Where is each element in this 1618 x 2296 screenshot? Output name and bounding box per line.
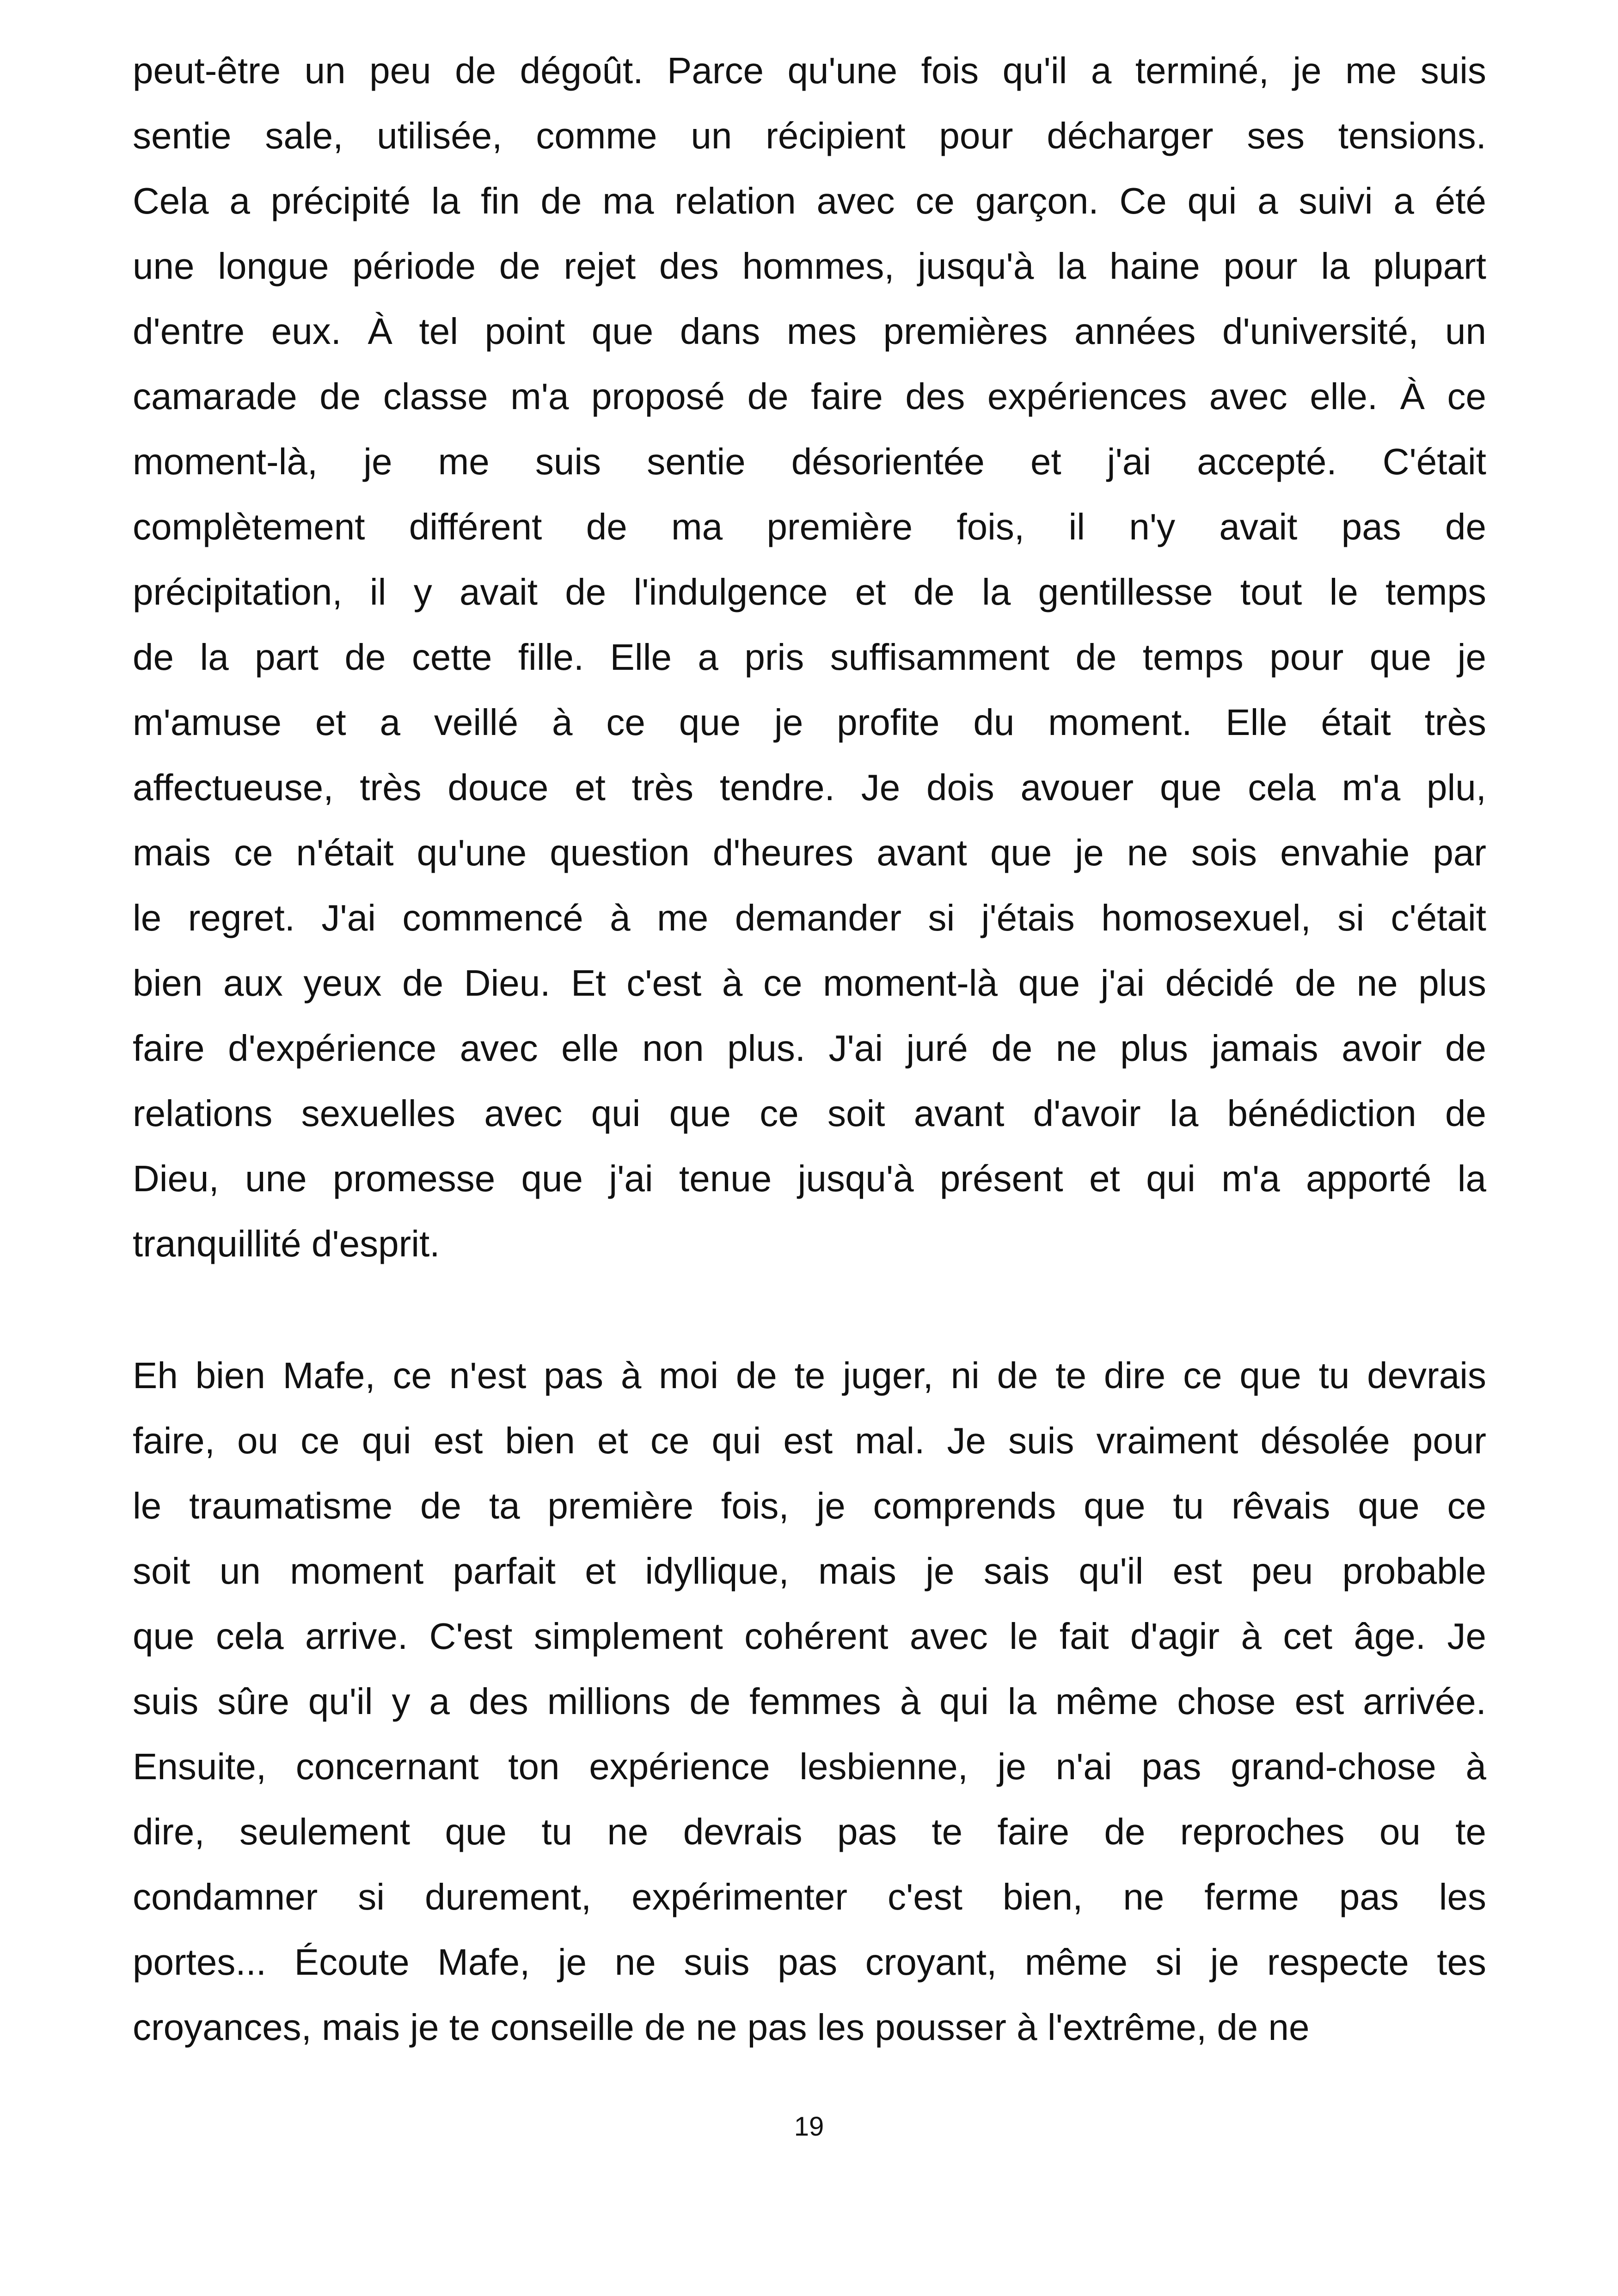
paragraph-2 (133, 1343, 1486, 2060)
text-line: suis sûre qu'il y a des millions de femmes à qui la même chose est arrivée. (133, 1681, 1486, 1722)
text-line: faire, ou ce qui est bien et ce qui est mal. Je suis vraiment désolée pour (133, 1420, 1486, 1461)
text-line: mais ce n'était qu'une question d'heures avant que je ne sois envahie par (133, 832, 1486, 873)
text-line: tranquillité d'esprit. (133, 1223, 440, 1264)
text-line: de la part de cette fille. Elle a pris suffisamment de temps pour que je (133, 637, 1486, 678)
text-line: faire d'expérience avec elle non plus. J'ai juré de ne plus jamais avoir de (133, 1028, 1486, 1069)
paragraph-1 (133, 38, 1486, 1276)
text-line: d'entre eux. À tel point que dans mes premières années d'université, un (133, 311, 1486, 352)
text-line: que cela arrive. C'est simplement cohérent avec le fait d'agir à cet âge. Je (133, 1616, 1486, 1657)
text-line: camarade de classe m'a proposé de faire des expériences avec elle. À ce (133, 376, 1486, 417)
text-line: affectueuse, très douce et très tendre. Je dois avouer que cela m'a plu, (133, 767, 1486, 808)
text-line: croyances, mais je te conseille de ne pas les pousser à l'extrême, de ne (133, 2007, 1310, 2048)
text-line: m'amuse et a veillé à ce que je profite du moment. Elle était très (133, 702, 1486, 743)
text-line: le traumatisme de ta première fois, je comprends que tu rêvais que ce (133, 1485, 1486, 1526)
text-line: condamner si durement, expérimenter c'est bien, ne ferme pas les (133, 1876, 1486, 1917)
text-line: Eh bien Mafe, ce n'est pas à moi de te juger, ni de te dire ce que tu devrais (133, 1355, 1486, 1396)
text-line: relations sexuelles avec qui que ce soit avant d'avoir la bénédiction de (133, 1093, 1486, 1134)
text-line: bien aux yeux de Dieu. Et c'est à ce moment-là que j'ai décidé de ne plus (133, 962, 1486, 1004)
text-line: soit un moment parfait et idyllique, mais je sais qu'il est peu probable (133, 1550, 1486, 1592)
text-line: complètement différent de ma première fois, il n'y avait pas de (133, 506, 1486, 547)
text-line: Ensuite, concernant ton expérience lesbienne, je n'ai pas grand-chose à (133, 1746, 1486, 1787)
text-line: moment-là, je me suis sentie désorientée et j'ai accepté. C'était (133, 441, 1486, 482)
text-line: sentie sale, utilisée, comme un récipient pour décharger ses tensions. (133, 115, 1486, 156)
text-line: Dieu, une promesse que j'ai tenue jusqu'à présent et qui m'a apporté la (133, 1158, 1486, 1199)
text-line: dire, seulement que tu ne devrais pas te faire de reproches ou te (133, 1811, 1486, 1852)
text-line: Cela a précipité la fin de ma relation avec ce garçon. Ce qui a suivi a été (133, 180, 1486, 221)
text-line: une longue période de rejet des hommes, jusqu'à la haine pour la plupart (133, 245, 1486, 287)
text-line: le regret. J'ai commencé à me demander si j'étais homosexuel, si c'était (133, 897, 1486, 938)
text-line: précipitation, il y avait de l'indulgence et de la gentillesse tout le temps (133, 571, 1486, 612)
text-line: portes... Écoute Mafe, je ne suis pas croyant, même si je respecte tes (133, 1941, 1486, 1983)
text-line: peut-être un peu de dégoût. Parce qu'une fois qu'il a terminé, je me suis (133, 50, 1486, 91)
page-number: 19 (794, 2112, 824, 2142)
